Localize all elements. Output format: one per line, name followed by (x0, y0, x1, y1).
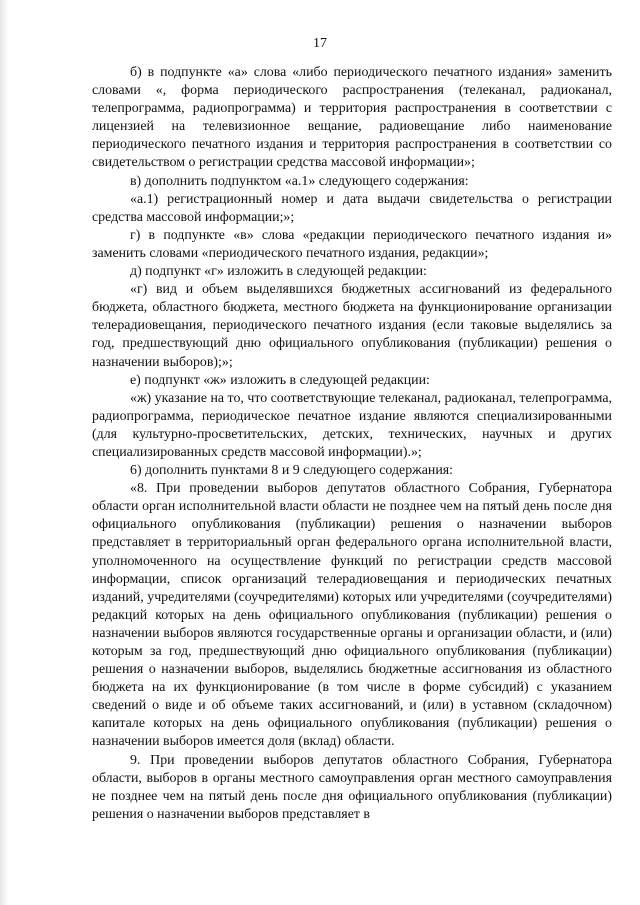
paragraph: в) дополнить подпунктом «а.1» следующего содержания: (130, 173, 469, 189)
paragraph: «а.1) регистрационный номер и дата выдачи свидетельства о регистрации средства массовой информации;»; (92, 191, 612, 225)
paragraph: е) подпункт «ж» изложить в следующей редакции: (130, 372, 430, 388)
paragraph: г) в подпункте «в» слова «редакции периодического печатного издания и» заменить словами «периодического печатного издания, редакции»; (92, 227, 612, 261)
paragraph: «ж) указание на то, что соответствующие телеканал, радиоканал, телепрограмма, радиопрограмма, периодическое печатное издание являются специализированными (для культурно-просветительских, детских, технических, научных и других специализированных средств массовой информации).»; (92, 390, 612, 460)
paragraph: д) подпункт «г» изложить в следующей редакции: (130, 264, 427, 280)
page-number: 17 (313, 36, 327, 51)
document-body (92, 64, 612, 824)
paragraph: 9. При проведении выборов депутатов областного Собрания, Губернатора области, выборов в органы местного самоуправления орган местного самоуправления не позднее чем на пятый день после дня официального опубликования (публикации) решения о назначении выборов представляет в (92, 752, 612, 822)
scan-edge (0, 0, 8, 905)
paragraph: б) в подпункте «а» слова «либо периодического печатного издания» заменить словами «, форма периодического распространения (телеканал, радиоканал, телепрограмма, радиопрограмма) и территория распространения в соответствии с лицензией на телевизионное вещание, радиовещание либо наименование периодического печатного издания и территория распространения в соответствии со свидетельством о регистрации средства массовой информации»; (92, 65, 612, 171)
paragraph: «г) вид и объем выделявшихся бюджетных ассигнований из федерального бюджета, областного бюджета, местного бюджета на функционирование организации телерадиовещания, периодического печатного издания (если таковые выделялись за год, предшествующий дню официального опубликования (публикации) решения о назначении выборов);»; (92, 282, 612, 370)
paragraph: «8. При проведении выборов депутатов областного Собрания, Губернатора области орган исполнительной власти области не позднее чем на пятый день после дня официального опубликования (публикации) решения о назначении выборов представляет в территориальный орган федерального органа исполнительной власти, уполномоченного на осуществление функций по регистрации средств массовой информации, список организаций телерадиовещания и периодических печатных изданий, учредителями (соучредителями) которых или учредителями (соучредителями) редакций которых на день официального опубликования (публикации) решения о назначении выборов являются государственные органы и организации области, и (или) которым за год, предшествующий дню официального опубликования (публикации) решения о назначении выборов, выделялись бюджетные ассигнования из областного бюджета на их функционирование (в том числе в форме субсидий) с указанием сведений о виде и об объеме таких ассигнований, и (или) в уставном (складочном) капитале которых на день официального опубликования (публикации) решения о назначении выборов имеется доля (вклад) области. (92, 481, 612, 750)
paragraph: 6) дополнить пунктами 8 и 9 следующего содержания: (130, 463, 454, 479)
